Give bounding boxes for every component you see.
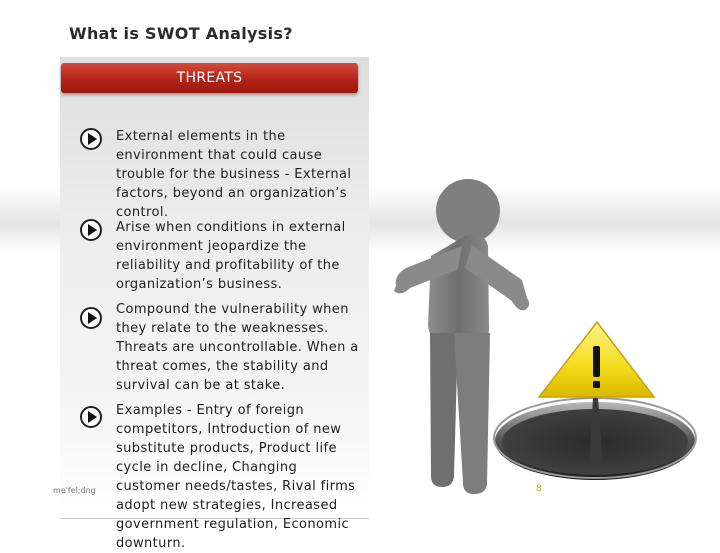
stick-figure-illustration — [370, 170, 700, 520]
play-icon[interactable] — [80, 128, 102, 150]
play-icon[interactable] — [80, 219, 102, 241]
list-item: External elements in the environment that could cause trouble for the business - External factors, beyond an organization’s control. — [116, 129, 352, 220]
threats-button[interactable]: THREATS — [61, 63, 358, 93]
play-icon[interactable] — [80, 406, 102, 428]
list-item: Arise when conditions in external environment jeopardize the reliability and profitability of the organization’s business. — [116, 220, 346, 292]
list-item: Compound the vulnerability when they relate to the weaknesses. Threats are uncontrollable. When a threat comes, the stability and survival can be at stake. — [116, 302, 359, 393]
page-number: 8 — [536, 484, 542, 494]
page-title: What is SWOT Analysis? — [69, 24, 293, 43]
list-item: Examples - Entry of foreign competitors, Introduction of new substitute products, Product life cycle in decline, Changing customer needs/tastes, Rival firms adopt new strategies, Increased government regulation, Economic downturn. — [116, 403, 356, 551]
footer-label: me'fel;dng — [53, 486, 96, 495]
play-icon[interactable] — [80, 307, 102, 329]
